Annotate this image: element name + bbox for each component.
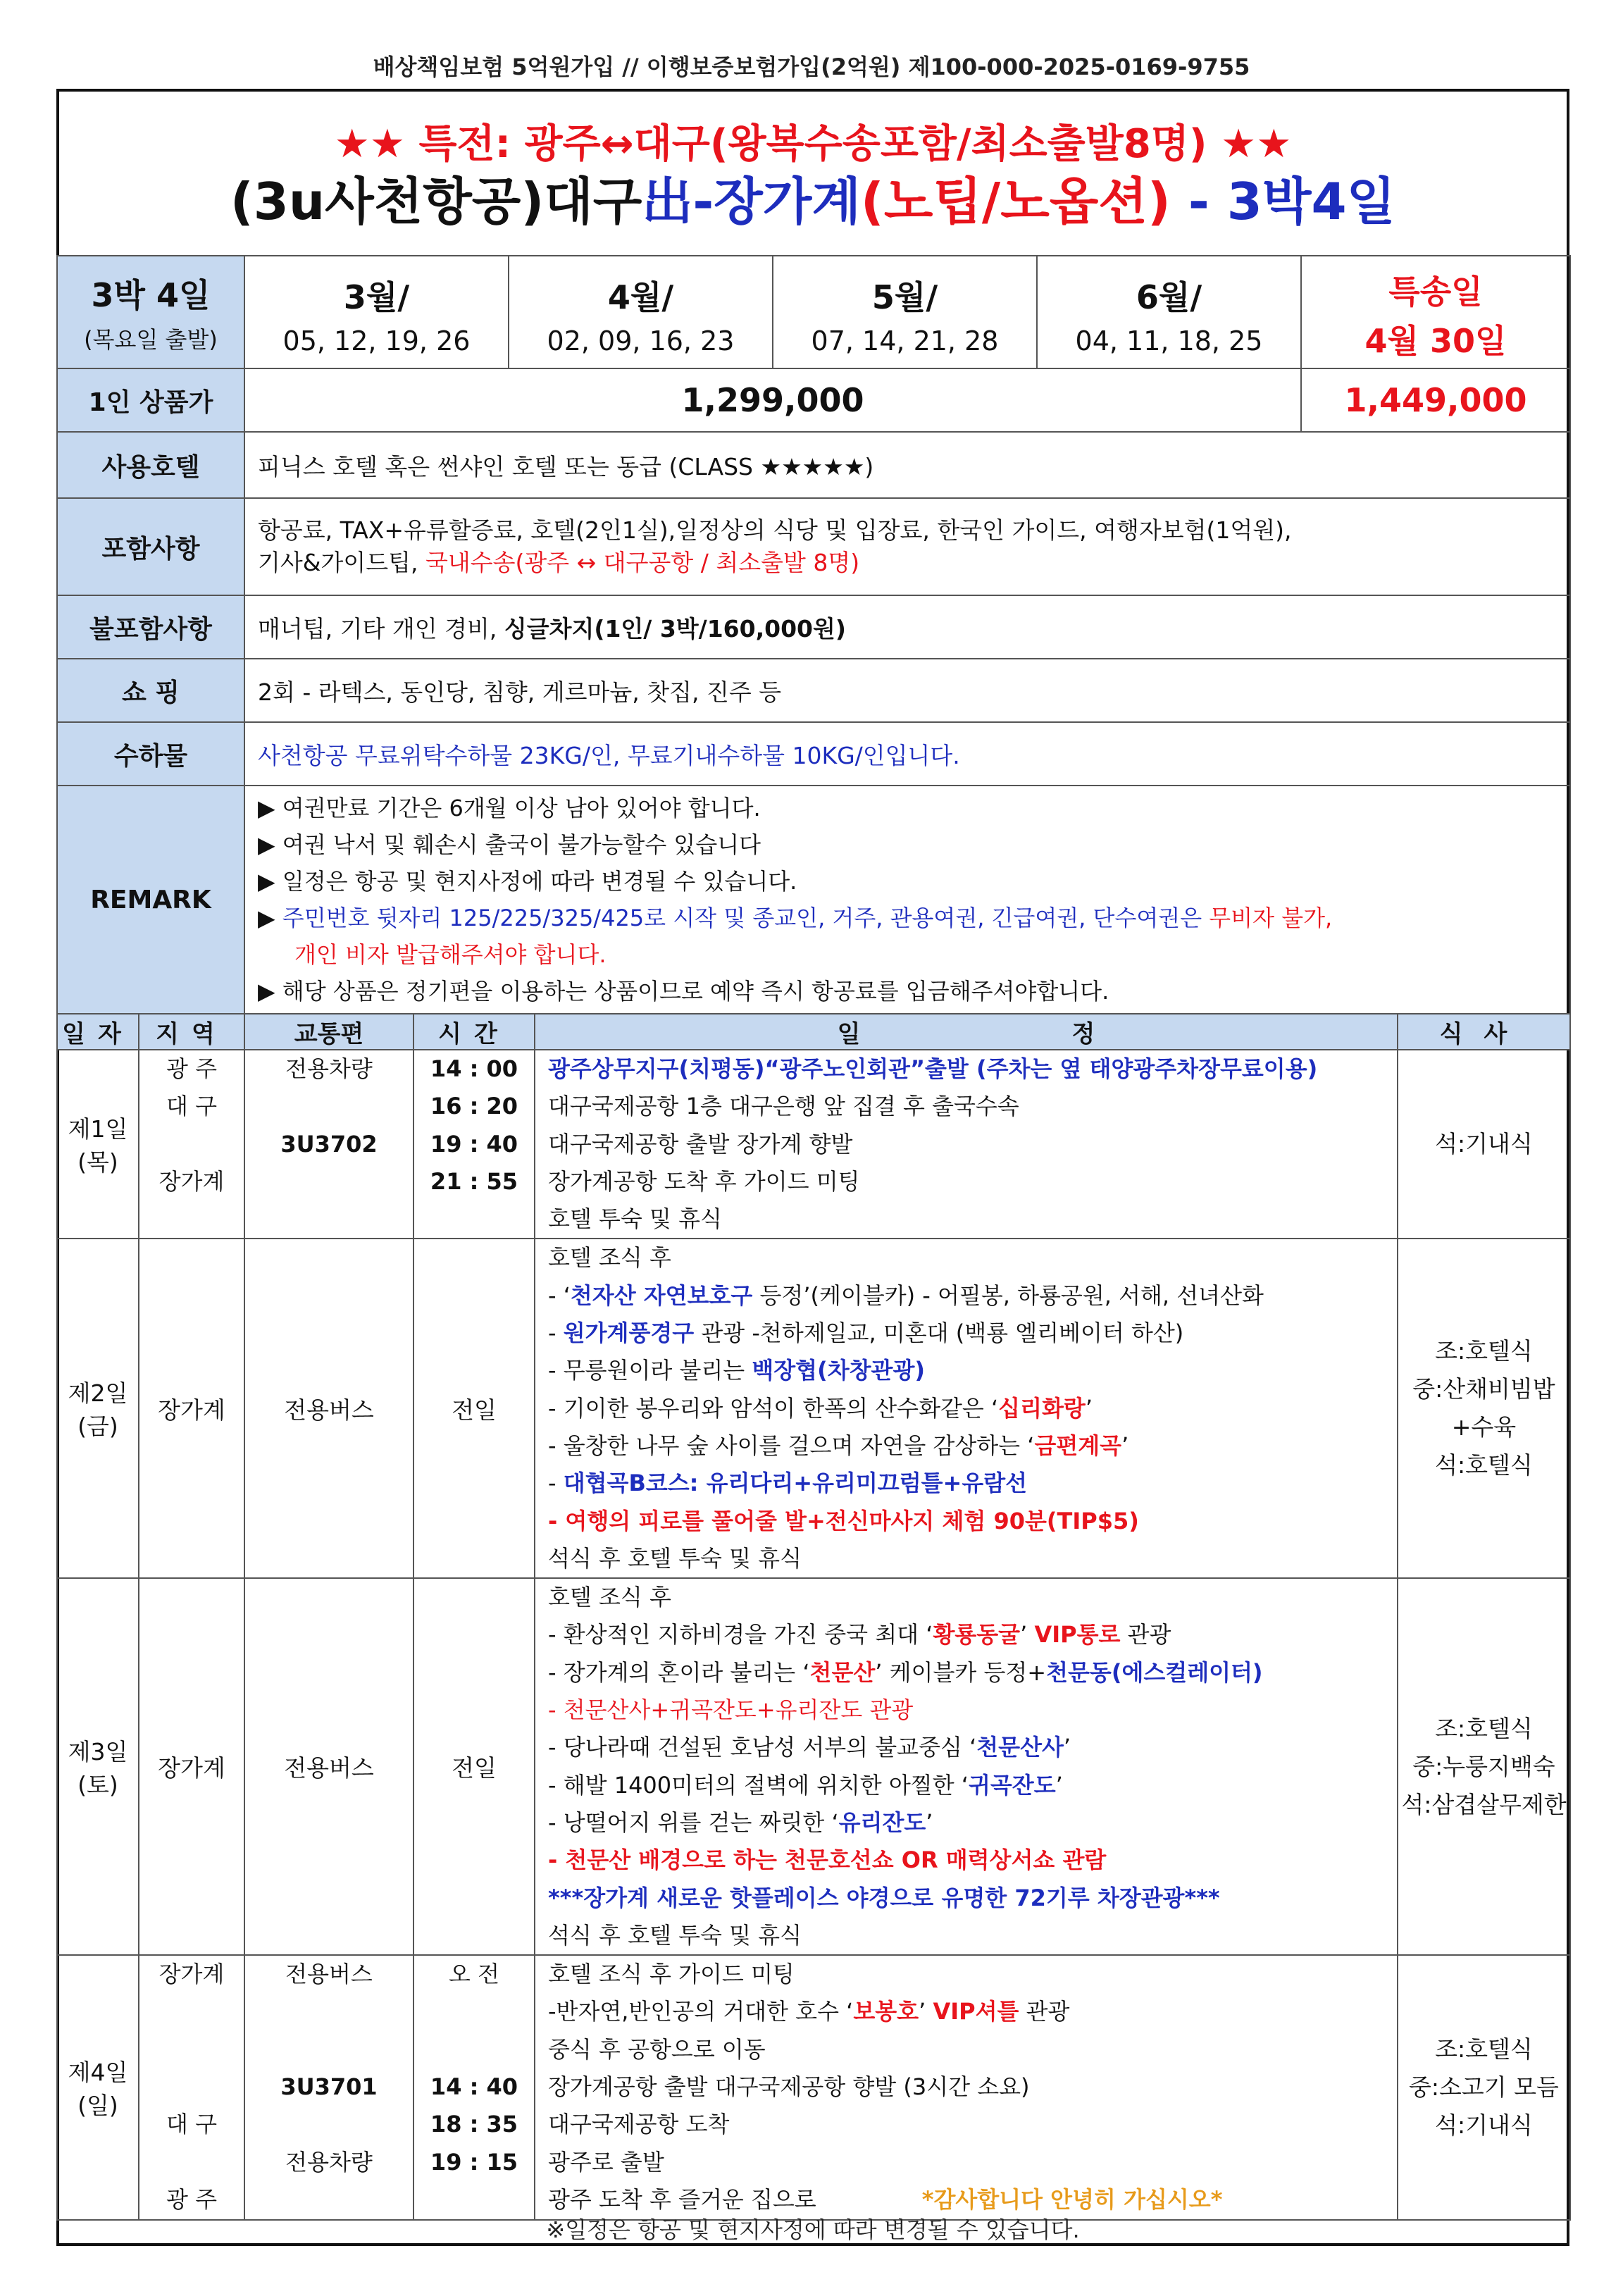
col-time: 시간	[413, 1014, 535, 1050]
day2-time: 전일	[413, 1239, 535, 1578]
col-region: 지역	[139, 1014, 244, 1050]
price-row	[57, 368, 1570, 432]
excluded-label: 불포함사항	[57, 595, 244, 659]
included-text: 항공료, TAX+유류할증료, 호텔(2인1실),일정상의 식당 및 입장료, 한국인 가이드, 여행자보험(1억원), 기사&가이드팁, 국내수송(광주 ↔ 대구공항 / 최소출발 8명)	[244, 498, 1570, 595]
shopping-row	[57, 659, 1570, 722]
col-meal: 식사	[1398, 1014, 1570, 1050]
hotel-label: 사용호텔	[57, 432, 244, 498]
day4-transports: 전용버스 3U3701 전용차량	[244, 1955, 413, 2220]
month-may: 5월/ 07, 14, 21, 28	[773, 256, 1037, 368]
col-transport: 교통편	[244, 1014, 413, 1050]
day3-time: 전일	[413, 1578, 535, 1955]
day4-meal: 조:호텔식 중:소고기 모듬 석:기내식	[1398, 1955, 1570, 2220]
day2-transport: 전용버스	[244, 1239, 413, 1578]
day4-row	[57, 1955, 1570, 2220]
promo-line: ★★ 특전: 광주↔대구(왕복수송포함/최소출발8명) ★★	[334, 121, 1292, 167]
special-departure: 특송일 4월 30일	[1301, 256, 1570, 368]
product-title	[56, 161, 1569, 234]
shopping-label: 쇼 핑	[57, 659, 244, 722]
itinerary-header-row	[57, 1014, 1570, 1050]
day4-regions: 장가계 대 구 광 주	[139, 1955, 244, 2220]
day1-schedule: 광주상무지구(치평동)“광주노인회관”출발 (주차는 옆 태양광주차장무료이용) 대구국제공항 1층 대구은행 앞 집결 후 출국수속 대구국제공항 출발 장가계 향발 장가계공항 도착 후 가이드 미팅 호텔 투숙 및 휴식	[535, 1050, 1398, 1239]
day1-times: 14 : 00 16 : 20 19 : 40 21 : 55	[413, 1050, 535, 1239]
duration-label: 3박 4일	[91, 276, 211, 314]
remark-text: ▶ 여권만료 기간은 6개월 이상 남아 있어야 합니다. ▶ 여권 낙서 및 훼손시 출국이 불가능할수 있습니다 ▶ 일정은 항공 및 현지사정에 따라 변경될 수 있습니다. ▶ 주민번호 뒷자리 125/225/325/425로 시작 및 종교인, 거주, 관용여권, 긴급여권, 단수여권은 무비자 불가, 개인 비자 발급해주셔야 합니다. ▶ 해당 상품은 정기편을 이용하는 상품이므로 예약 즉시 항공료를 입금해주셔야합니다.	[244, 786, 1570, 1014]
col-day: 일자	[57, 1014, 139, 1050]
day4-label: 제4일 (일)	[57, 1955, 139, 2220]
day1-meal: 석:기내식	[1398, 1050, 1570, 1239]
special-price-value: 1,449,000	[1301, 368, 1570, 432]
hotel-text: 피닉스 호텔 혹은 썬샤인 호텔 또는 동급 (CLASS ★★★★★)	[244, 432, 1570, 498]
day3-row	[57, 1578, 1570, 1955]
day2-row	[57, 1239, 1570, 1578]
day1-row	[57, 1050, 1570, 1239]
price-value: 1,299,000	[244, 368, 1301, 432]
duration-label-cell	[57, 256, 244, 368]
product-info-table	[56, 255, 1571, 1014]
day2-region: 장가계	[139, 1239, 244, 1578]
baggage-label: 수하물	[57, 722, 244, 786]
baggage-row	[57, 722, 1570, 786]
day1-transports: 전용차량 3U3702	[244, 1050, 413, 1239]
col-schedule: 일정	[535, 1014, 1398, 1050]
shopping-text: 2회 - 라텍스, 동인당, 침향, 게르마늄, 찻집, 진주 등	[244, 659, 1570, 722]
insurance-notice: 배상책임보험 5억원가입 // 이행보증보험가입(2억원) 제100-000-2025-0169-9755	[373, 54, 1250, 80]
title-airline: (3u사천항공)대구	[230, 172, 642, 231]
day3-schedule: 호텔 조식 후 - 환상적인 지하비경을 가진 중국 최대 ‘황룡동굴’ VIP통로 관광 - 장가계의 혼이라 불리는 ‘천문산’ 케이블카 등정+천문동(에스컬레이터) - 천문산사+귀곡잔도+유리잔도 관광 - 당나라때 건설된 호남성 서부의 불교중심 ‘천문산사’ - 해발 1400미터의 절벽에 위치한 아찔한 ‘귀곡잔도’ - 낭떨어지 위를 걷는 짜릿한 ‘유리잔도’ - 천문산 배경으로 하는 천문호선쇼 OR 매력상서쇼 관람 ***장가계 새로운 핫플레이스 야경으로 유명한 72기루 차장관광*** 석식 후 호텔 투숙 및 휴식	[535, 1578, 1398, 1955]
day3-transport: 전용버스	[244, 1578, 413, 1955]
day2-meal: 조:호텔식 중:산채비빔밥 +수육 석:호텔식	[1398, 1239, 1570, 1578]
title-block	[56, 89, 1569, 255]
day3-region: 장가계	[139, 1578, 244, 1955]
month-april: 4월/ 02, 09, 16, 23	[509, 256, 773, 368]
day1-label: 제1일 (목)	[57, 1050, 139, 1239]
day1-regions: 광 주 대 구 장가계	[139, 1050, 244, 1239]
departure-weekday: (목요일 출발)	[84, 326, 218, 353]
included-label: 포함사항	[57, 498, 244, 595]
baggage-text: 사천항공 무료위탁수하물 23KG/인, 무료기내수하물 10KG/인입니다.	[244, 722, 1570, 786]
day4-times: 오 전 14 : 40 18 : 35 19 : 15	[413, 1955, 535, 2220]
day3-label: 제3일 (토)	[57, 1578, 139, 1955]
footer-note: ※일정은 항공 및 현지사정에 따라 변경될 수 있습니다.	[546, 2216, 1080, 2243]
price-label: 1인 상품가	[57, 368, 244, 432]
remark-row	[57, 786, 1570, 1014]
excluded-text: 매너팁, 기타 개인 경비, 싱글차지(1인/ 3박/160,000원)	[244, 595, 1570, 659]
title-duration: - 3박4일	[1170, 172, 1396, 231]
day4-schedule: 호텔 조식 후 가이드 미팅 -반자연,반인공의 거대한 호수 ‘보봉호’ VIP셔틀 관광 중식 후 공항으로 이동 장가계공항 출발 대구국제공항 향발 (3시간 소요) 대구국제공항 도착 광주로 출발 광주 도착 후 즐거운 집으로 *감사합니다 안녕히 가십시오*	[535, 1955, 1398, 2220]
title-notip: (노팁/노옵션)	[860, 172, 1171, 231]
day3-meal: 조:호텔식 중:누룽지백숙 석:삼겹살무제한	[1398, 1578, 1570, 1955]
hotel-row	[57, 432, 1570, 498]
included-row	[57, 498, 1570, 595]
month-june: 6월/ 04, 11, 18, 25	[1037, 256, 1301, 368]
day2-schedule: 호텔 조식 후 - ‘천자산 자연보호구 등정’(케이블카) - 어필봉, 하룡공원, 서해, 선녀산화 - 원가계풍경구 관광 -천하제일교, 미혼대 (백룡 엘리베이터 하산) - 무릉원이라 불리는 백장협(차창관광) - 기이한 봉우리와 암석이 한폭의 산수화같은 ‘십리화랑’ - 울창한 나무 숲 사이를 걸으며 자연을 감상하는 ‘금편계곡’ - 대협곡B코스: 유리다리+유리미끄럼틀+유람선 - 여행의 피로를 풀어줄 발+전신마사지 체험 90분(TIP$5) 석식 후 호텔 투숙 및 휴식	[535, 1239, 1398, 1578]
itinerary-table	[56, 1013, 1571, 2221]
remark-label: REMARK	[57, 786, 244, 1014]
day2-label: 제2일 (금)	[57, 1239, 139, 1578]
title-destination: 出-장가계	[642, 172, 861, 231]
departure-dates-row	[57, 256, 1570, 368]
month-march: 3월/ 05, 12, 19, 26	[244, 256, 509, 368]
excluded-row	[57, 595, 1570, 659]
